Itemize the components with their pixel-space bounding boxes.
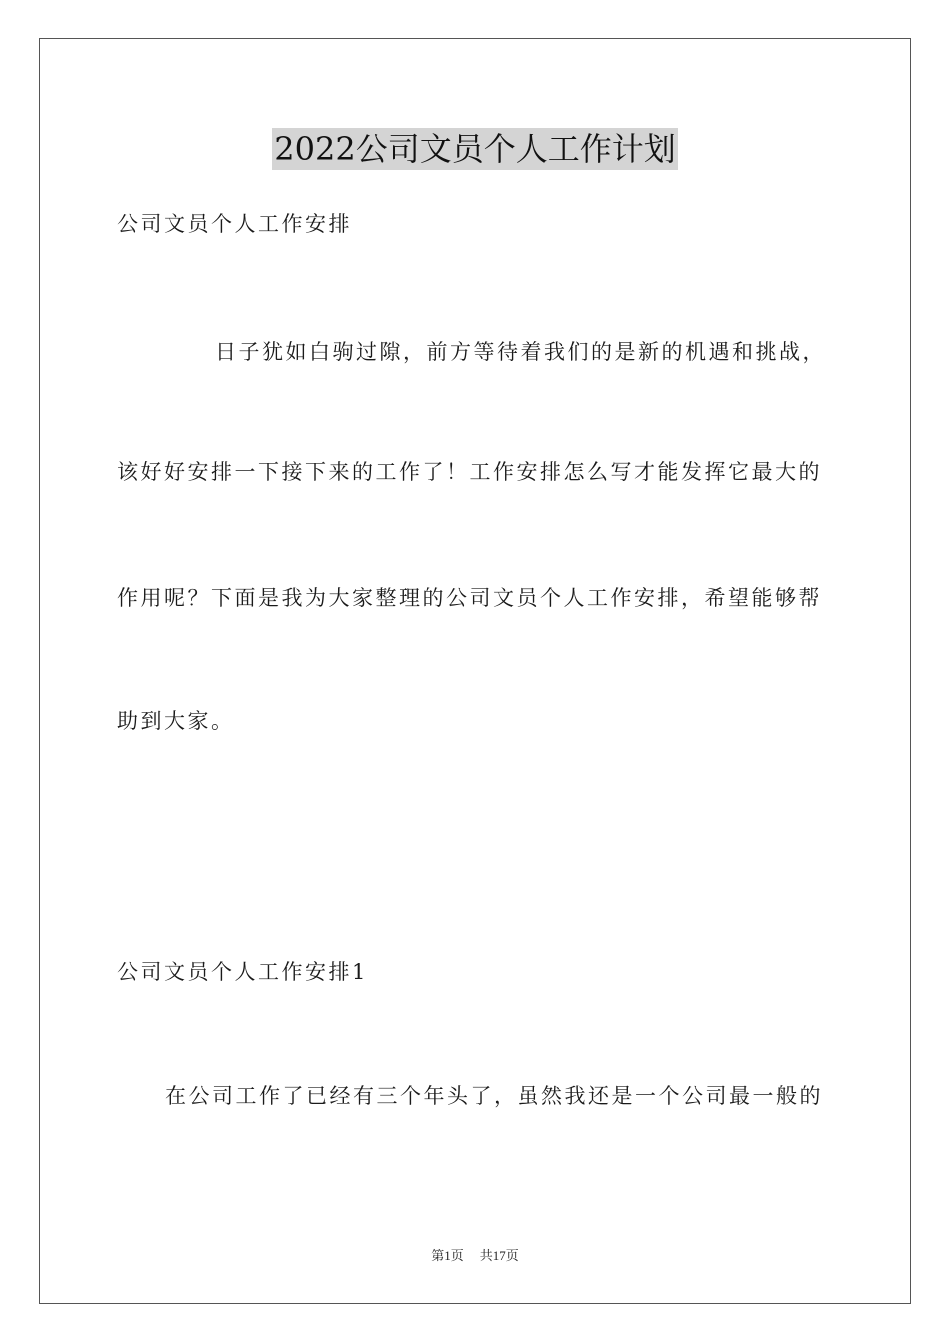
page-footer	[0, 1247, 950, 1265]
document-title: 2022公司文员个人工作计划	[274, 130, 676, 168]
intro-paragraph-line: 日子犹如白驹过隙，前方等待着我们的是新的机遇和挑战，	[215, 340, 826, 364]
intro-paragraph-line: 该好好安排一下接下来的工作了！工作安排怎么写才能发挥它最大的	[117, 460, 822, 484]
page-number: 第1页	[431, 1248, 464, 1263]
section-paragraph-line: 在公司工作了已经有三个年头了，虽然我还是一个公司最一般的	[165, 1084, 823, 1108]
document-subtitle: 公司文员个人工作安排	[117, 212, 352, 236]
intro-paragraph-line: 助到大家。	[117, 709, 235, 733]
intro-paragraph-line: 作用呢？下面是我为大家整理的公司文员个人工作安排，希望能够帮	[117, 586, 822, 610]
page-total: 共17页	[479, 1248, 519, 1263]
title-container	[0, 128, 950, 170]
section-heading: 公司文员个人工作安排1	[117, 960, 368, 984]
